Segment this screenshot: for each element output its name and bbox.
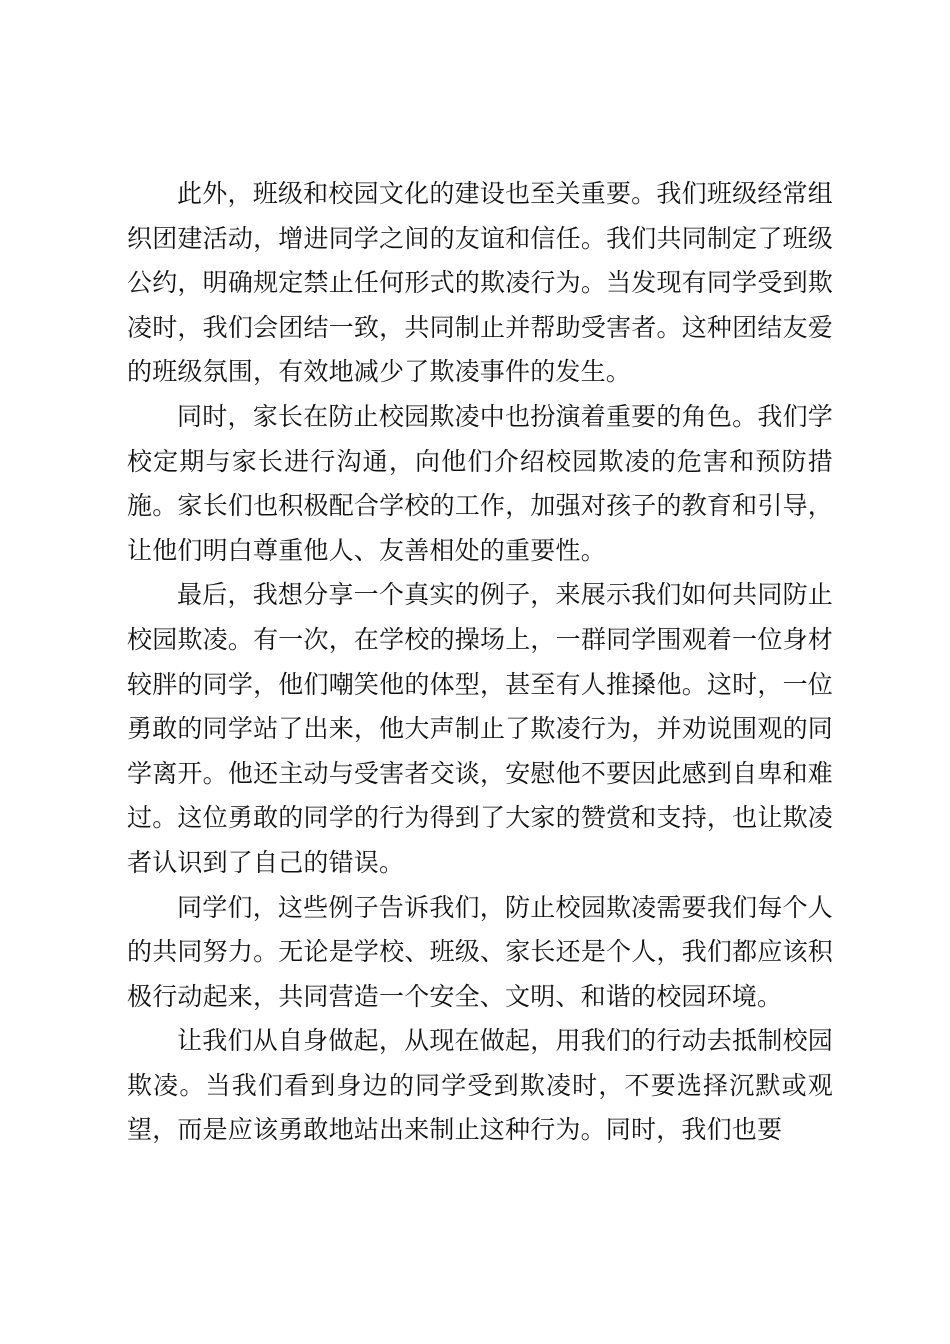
paragraph-joint-effort: 同学们，这些例子告诉我们，防止校园欺凌需要我们每个人的共同努力。无论是学校、班级、家长还是个人，我们都应该积极行动起来，共同营造一个安全、文明、和谐的校园环境。 [127,892,833,1011]
paragraph-parents-role: 同时，家长在防止校园欺凌中也扮演着重要的角色。我们学校定期与家长进行沟通，向他们介绍校园欺凌的危害和预防措施。家长们也积极配合学校的工作，加强对孩子的教育和引导，让他们明白尊重他人、友善相处的重要性。 [127,401,833,565]
paragraph-real-example: 最后，我想分享一个真实的例子，来展示我们如何共同防止校园欺凌。有一次，在学校的操场上，一群同学围观着一位身材较胖的同学，他们嘲笑他的体型，甚至有人推搡他。这时，一位勇敢的同学站了出来，他大声制止了欺凌行为，并劝说围观的同学离开。他还主动与受害者交谈，安慰他不要因此感到自卑和难过。这位勇敢的同学的行为得到了大家的赞赏和支持，也让欺凌者认识到了自己的错误。 [127,580,833,877]
paragraph-class-culture: 此外，班级和校园文化的建设也至关重要。我们班级经常组织团建活动，增进同学之间的友谊和信任。我们共同制定了班级公约，明确规定禁止任何形式的欺凌行为。当发现有同学受到欺凌时，我们会团结一致，共同制止并帮助受害者。这种团结友爱的班级氛围，有效地减少了欺凌事件的发生。 [127,179,833,387]
paragraph-call-to-action: 让我们从自身做起，从现在做起，用我们的行动去抵制校园欺凌。当我们看到身边的同学受到欺凌时，不要选择沉默或观望，而是应该勇敢地站出来制止这种行为。同时，我们也要 [127,1026,833,1145]
document-body [127,172,833,1153]
